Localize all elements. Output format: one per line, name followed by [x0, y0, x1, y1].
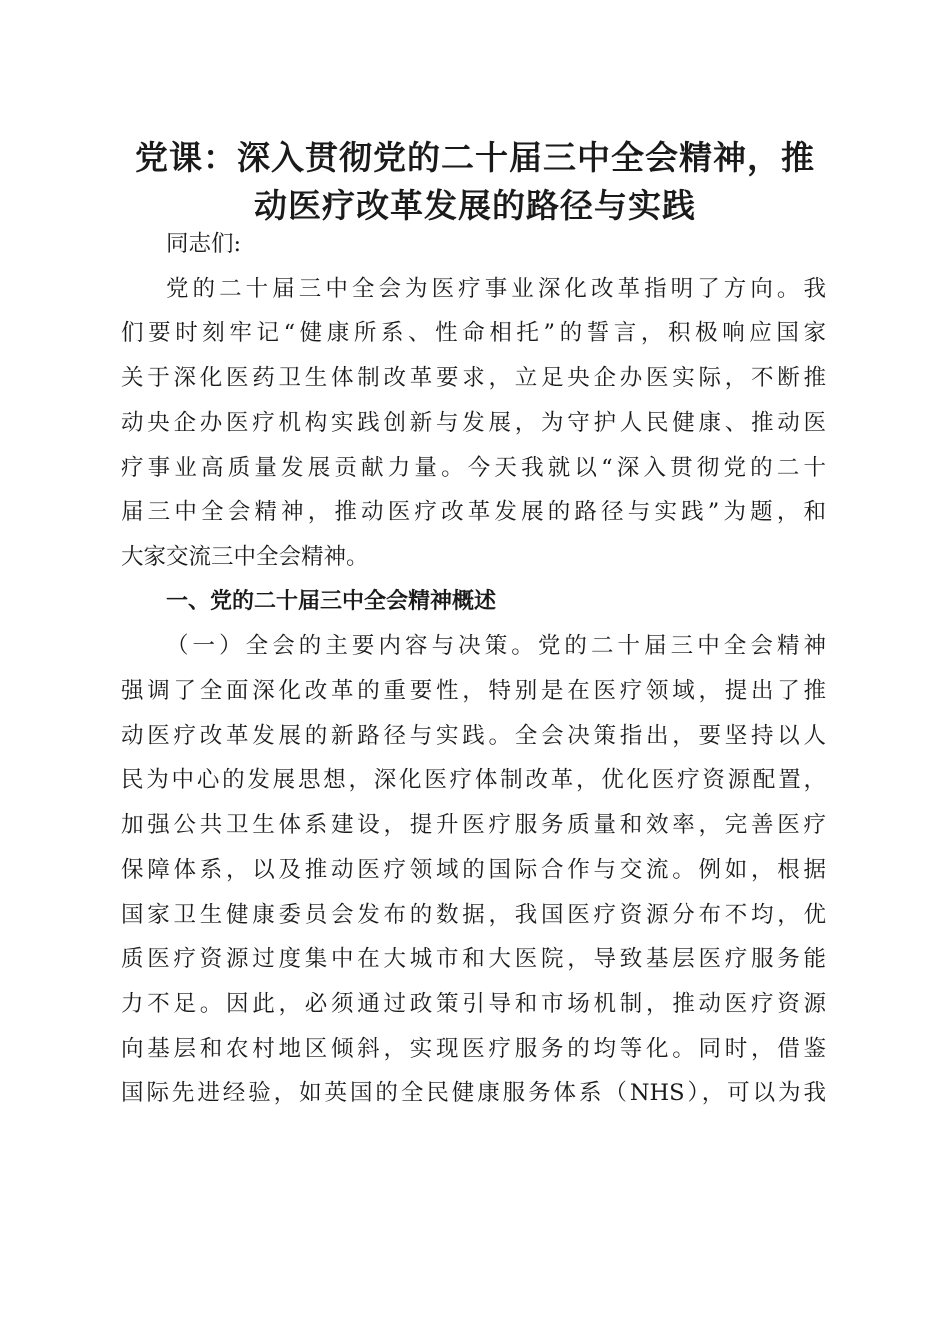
section-paragraph-line: 民为中心的发展思想，深化医疗体制改革，优化医疗资源配置， [121, 767, 826, 794]
title-line: 党课：深入贯彻党的二十届三中全会精神，推 [135, 138, 815, 177]
section-paragraph-line: 向基层和农村地区倾斜，实现医疗服务的均等化。同时，借鉴 [121, 1035, 826, 1062]
intro-paragraph-line: 党的二十届三中全会为医疗事业深化改革指明了方向。我 [166, 275, 826, 302]
section-paragraph-line: 保障体系，以及推动医疗领域的国际合作与交流。例如，根据 [121, 856, 826, 883]
section-paragraph-line: 国家卫生健康委员会发布的数据，我国医疗资源分布不均，优 [121, 901, 826, 928]
intro-paragraph-line: 届三中全会精神，推动医疗改革发展的路径与实践”为题，和 [121, 499, 826, 526]
intro-paragraph-line: 们要时刻牢记“健康所系、性命相托”的誓言，积极响应国家 [121, 320, 826, 347]
section-paragraph-line: 质医疗资源过度集中在大城市和大医院，导致基层医疗服务能 [121, 946, 826, 973]
intro-paragraph-line: 大家交流三中全会精神。 [121, 543, 369, 570]
intro-paragraph-line: 动央企办医疗机构实践创新与发展，为守护人民健康、推动医 [121, 409, 826, 436]
section-paragraph-line: 加强公共卫生体系建设，提升医疗服务质量和效率，完善医疗 [121, 812, 826, 839]
document-body [121, 222, 826, 1116]
salutation: 同志们: [166, 231, 242, 257]
section-paragraph-line: 强调了全面深化改革的重要性，特别是在医疗领域，提出了推 [121, 678, 826, 705]
intro-paragraph-line: 疗事业高质量发展贡献力量。今天我就以“深入贯彻党的二十 [121, 454, 826, 481]
section-heading: 一、党的二十届三中全会精神概述 [166, 588, 497, 614]
section-paragraph-line: 力不足。因此，必须通过政策引导和市场机制，推动医疗资源 [121, 990, 826, 1017]
section-paragraph-line: 国际先进经验，如英国的全民健康服务体系（NHS），可以为我 [121, 1080, 826, 1107]
section-paragraph-line: （一）全会的主要内容与决策。党的二十届三中全会精神 [166, 633, 826, 660]
document-title [110, 134, 840, 230]
section-paragraph-line: 动医疗改革发展的新路径与实践。全会决策指出，要坚持以人 [121, 722, 826, 749]
intro-paragraph-line: 关于深化医药卫生体制改革要求，立足央企办医实际，不断推 [121, 365, 826, 392]
title-line: 动医疗改革发展的路径与实践 [254, 186, 696, 225]
